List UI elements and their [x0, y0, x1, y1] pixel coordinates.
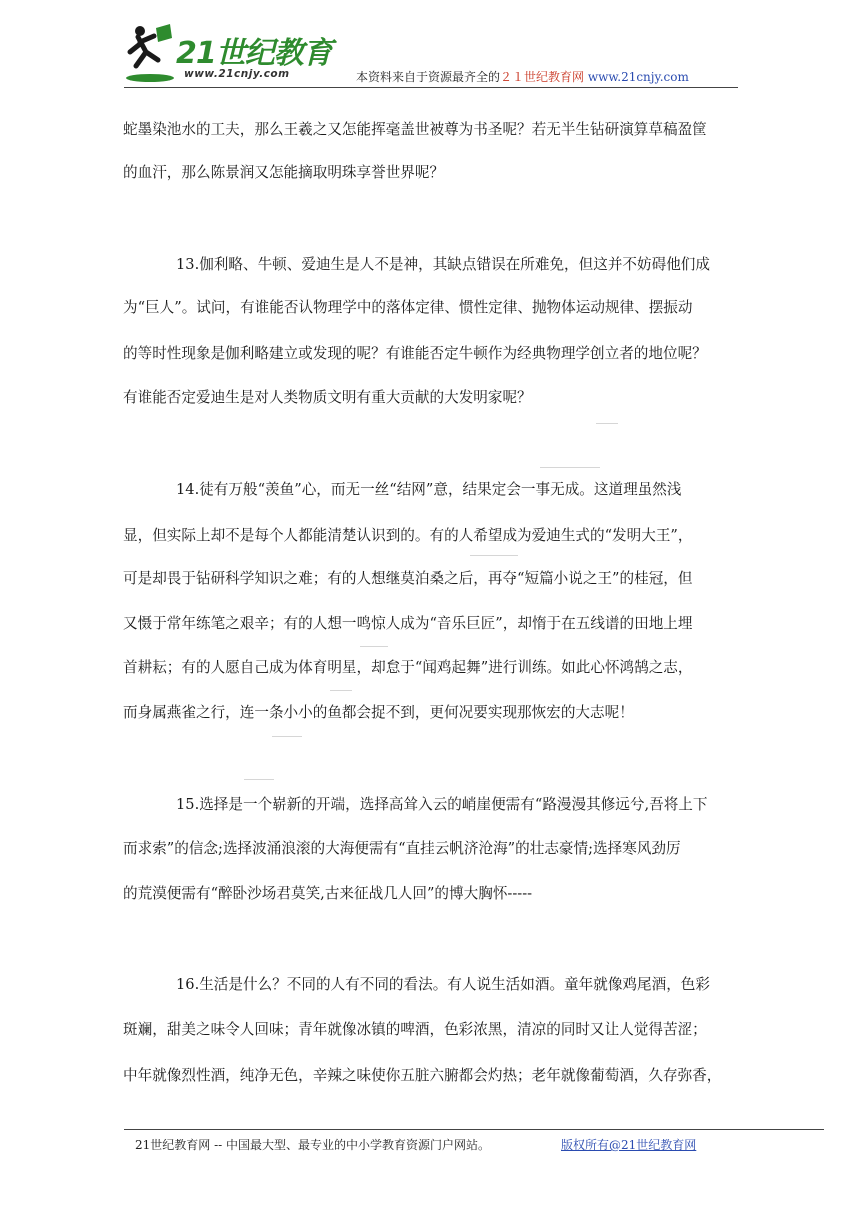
paragraph-line: 可是却畏于钻研科学知识之难；有的人想继莫泊桑之后，再夺“短篇小说之王”的桂冠，但 [123, 570, 693, 587]
header-note-prefix: 本资料来自于资源最齐全的 [356, 70, 501, 84]
paragraph-line: 为“巨人”。试问，有谁能否认物理学中的落体定律、惯性定律、抛物体运动规律、摆振动 [123, 299, 693, 316]
scan-artifact [244, 779, 274, 780]
scan-artifact [330, 690, 352, 691]
header-divider [124, 87, 738, 88]
footer-copyright-link[interactable]: 版权所有@21世纪教育网 [561, 1138, 697, 1152]
scan-artifact [540, 467, 600, 468]
paragraph-line: 有谁能否定爱迪生是对人类物质文明有重大贡献的大发明家呢？ [123, 389, 532, 406]
site-logo [124, 22, 339, 84]
logo-url-text: www.21cnjy.com [184, 68, 290, 80]
paragraph-line: 斑斓，甜美之味令人回味；青年就像冰镇的啤酒，色彩浓黑，清凉的同时又让人觉得苦涩； [123, 1021, 707, 1038]
paragraph-line: 14.徒有万般“羡鱼”心，而无一丝“结网”意，结果定会一事无成。这道理虽然浅 [176, 481, 682, 498]
scan-artifact [470, 555, 518, 556]
scan-artifact [360, 646, 388, 647]
scan-artifact [272, 736, 302, 737]
header-note-highlight: ２１世纪教育网 [500, 70, 585, 84]
paragraph-line: 16.生活是什么？不同的人有不同的看法。有人说生活如酒。童年就像鸡尾酒，色彩 [176, 976, 710, 993]
paragraph-line: 显，但实际上却不是每个人都能清楚认识到的。有的人希望成为爱迪生式的“发明大王”， [123, 527, 693, 544]
paragraph-line: 而求索”的信念;选择波涌浪滚的大海便需有“直挂云帆济沧海”的壮志豪情;选择寒风劲厉 [123, 840, 681, 857]
scan-artifact [596, 423, 618, 424]
paragraph-line: 又慑于常年练笔之艰辛；有的人想一鸣惊人成为“音乐巨匠”，却惰于在五线谱的田地上埋 [123, 615, 693, 632]
paragraph-line: 首耕耘；有的人愿自己成为体育明星，却怠于“闻鸡起舞”进行训练。如此心怀鸿鹄之志， [123, 659, 693, 676]
paragraph-line: 的等时性现象是伽利略建立或发现的呢？有谁能否定牛顿作为经典物理学创立者的地位呢？ [123, 345, 707, 362]
paragraph-line: 15.选择是一个崭新的开端，选择高耸入云的峭崖便需有“路漫漫其修远兮,吾将上下 [176, 796, 708, 813]
header-source-note [356, 68, 689, 85]
footer-divider [124, 1129, 824, 1130]
paragraph-line: 中年就像烈性酒，纯净无色，辛辣之味使你五脏六腑都会灼热；老年就像葡萄酒，久存弥香， [123, 1067, 722, 1084]
paragraph-line: 的荒漠便需有“醉卧沙场君莫笑,古来征战几人回”的博大胸怀----- [123, 885, 533, 902]
runner-logo-icon [124, 22, 184, 84]
header-note-link[interactable]: www.21cnjy.com [587, 70, 689, 84]
paragraph-line: 的血汗，那么陈景润又怎能摘取明珠享誉世界呢？ [123, 164, 445, 181]
footer-site-description: 21世纪教育网 -- 中国最大型、最专业的中小学教育资源门户网站。 [135, 1138, 491, 1152]
paragraph-line: 13.伽利略、牛顿、爱迪生是人不是神，其缺点错误在所难免，但这并不妨碍他们成 [176, 256, 710, 273]
logo-brand-text: 21世纪教育 [176, 36, 332, 71]
paragraph-line: 而身属燕雀之行，连一条小小的鱼都会捉不到，更何况要实现那恢宏的大志呢！ [123, 704, 634, 721]
paragraph-line: 蛇墨染池水的工夫，那么王羲之又怎能挥毫盖世被尊为书圣呢？若无半生钻研演算草稿盈筐 [123, 121, 707, 138]
